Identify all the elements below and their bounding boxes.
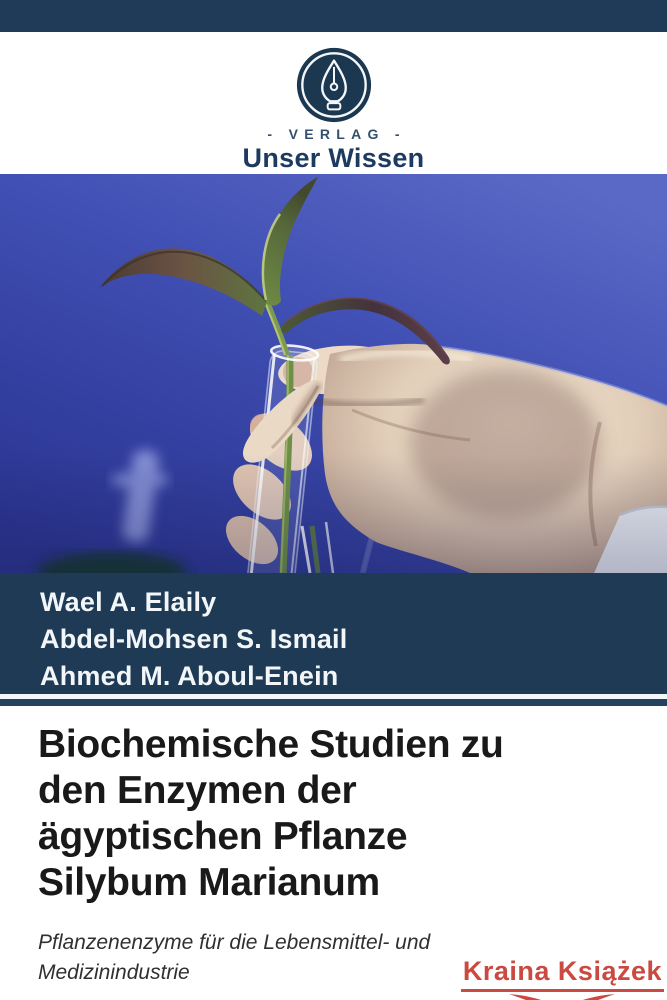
title-line: Biochemische Studien zu: [38, 723, 504, 766]
title-block: [0, 706, 667, 988]
subtitle-line: Medizinindustrie: [38, 961, 190, 984]
title-line: Silybum Marianum: [38, 861, 380, 904]
publisher-logo-block: [0, 32, 667, 174]
author-name: Wael A. Elaily: [40, 587, 217, 617]
pen-nib-icon: [292, 47, 376, 123]
subtitle-line: Pflanzenenzyme für die Lebensmittel- und: [38, 931, 431, 954]
divider-rule: [0, 699, 667, 706]
cover-photo: [0, 174, 667, 573]
book-title: [38, 722, 637, 906]
top-navy-bar: [0, 0, 667, 32]
authors-band: [0, 573, 667, 694]
bookstore-watermark-text: Kraina Książek: [461, 956, 664, 992]
publisher-imprint: - VERLAG -: [267, 126, 406, 142]
bookstore-watermark: [461, 956, 664, 1000]
author-name: Abdel-Mohsen S. Ismail: [40, 624, 348, 654]
title-line: ägyptischen Pflanze: [38, 815, 408, 858]
author-name: Ahmed M. Aboul-Enein: [40, 661, 339, 691]
open-book-icon: [487, 993, 637, 1000]
publisher-name: Unser Wissen: [242, 143, 425, 173]
title-line: den Enzymen der: [38, 769, 357, 812]
